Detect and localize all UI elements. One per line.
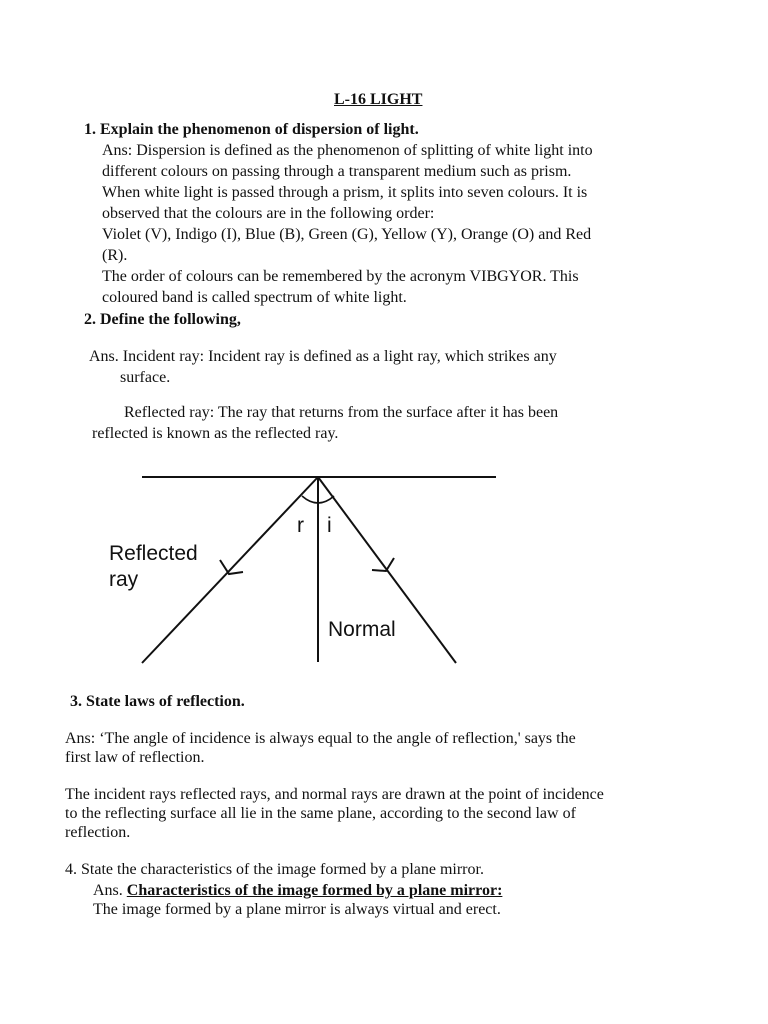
q3-para2-line-1: The incident rays reflected rays, and normal rays are drawn at the point of incidence <box>65 786 604 803</box>
q4-ans-prefix: Ans. <box>93 882 123 899</box>
q3-para1-line-1: Ans: ‘The angle of incidence is always equal to the angle of reflection,' says the <box>65 730 576 747</box>
q1-line-7: The order of colours can be remembered by the acronym VIBGYOR. This <box>102 268 579 285</box>
reflected-ray-label-2: ray <box>109 568 139 591</box>
angle-label-i: i <box>327 514 332 537</box>
q2-reflected-line-2: reflected is known as the reflected ray. <box>92 425 339 442</box>
q1-line-6: (R). <box>102 247 128 264</box>
q3-question: 3. State laws of reflection. <box>70 693 245 710</box>
q2-reflected-line-1: Reflected ray: The ray that returns from the surface after it has been <box>124 404 559 421</box>
q3-para2-line-3: reflection. <box>65 824 131 841</box>
angle-label-r: r <box>297 514 304 537</box>
q1-line-4: observed that the colours are in the following order: <box>102 205 435 222</box>
q3-para2-line-2: to the reflecting surface all lie in the same plane, according to the second law of <box>65 805 576 822</box>
q2-incident-line-2: surface. <box>120 369 171 386</box>
q1-question: 1. Explain the phenomenon of dispersion of light. <box>84 121 419 138</box>
q4-ans-heading: Characteristics of the image formed by a plane mirror: <box>126 882 503 899</box>
q4-answer-heading-line <box>93 880 502 901</box>
reflected-ray-label-1: Reflected <box>109 542 198 565</box>
page-title: L-16 LIGHT <box>334 91 423 108</box>
q1-line-3: When white light is passed through a prism, it splits into seven colours. It is <box>102 184 588 201</box>
reflection-diagram <box>100 462 520 674</box>
q2-incident-line-1: Ans. Incident ray: Incident ray is defined as a light ray, which strikes any <box>89 348 557 365</box>
q1-line-5: Violet (V), Indigo (I), Blue (B), Green (G), Yellow (Y), Orange (O) and Red <box>102 226 592 243</box>
q2-question: 2. Define the following, <box>84 311 241 328</box>
normal-label: Normal <box>328 618 396 641</box>
q4-answer-line: The image formed by a plane mirror is always virtual and erect. <box>93 901 501 918</box>
q3-para1-line-2: first law of reflection. <box>65 749 205 766</box>
q1-line-2: different colours on passing through a transparent medium such as prism. <box>102 163 572 180</box>
reflected-ray-line <box>142 477 318 663</box>
q4-question: 4. State the characteristics of the image formed by a plane mirror. <box>65 861 484 878</box>
q1-line-8: coloured band is called spectrum of white light. <box>102 289 407 306</box>
q1-line-1: Ans: Dispersion is defined as the phenomenon of splitting of white light into <box>102 142 593 159</box>
